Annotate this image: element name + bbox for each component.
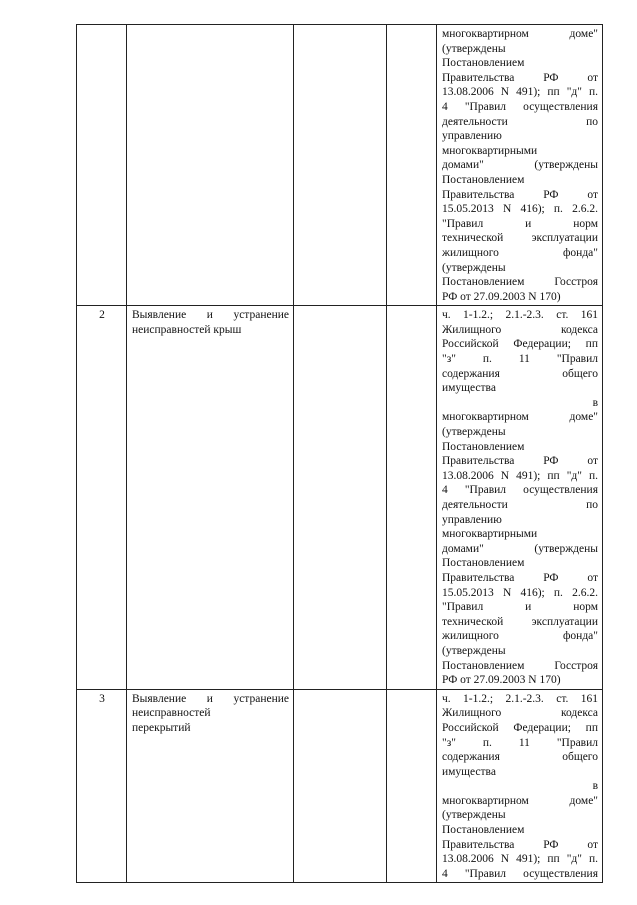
legal-basis-line: Жилищного кодекса — [442, 323, 598, 336]
legal-basis-line: многоквартирном доме" — [442, 794, 598, 807]
legal-basis-line: "з" п. 11 "Правил — [442, 353, 598, 366]
work-title-cell — [127, 689, 294, 883]
legal-basis-line: Постановлением — [442, 173, 525, 186]
legal-basis-line: управлению — [442, 130, 502, 143]
legal-basis-line: (утверждены — [442, 809, 506, 822]
legal-basis-line: имущества — [442, 765, 496, 778]
legal-basis-line: 13.08.2006 N 491); пп "д" п. — [442, 469, 598, 482]
work-title-cell — [127, 306, 294, 689]
legal-basis-line: Постановлением — [442, 440, 525, 453]
legal-basis-line: Российской Федерации; пп — [442, 721, 598, 734]
legal-basis-line: многоквартирными — [442, 528, 538, 541]
works-table — [76, 24, 603, 883]
row-number — [77, 25, 127, 306]
legal-basis-line: Правительства РФ от — [442, 571, 598, 584]
legal-basis-line: жилищного фонда" — [442, 630, 598, 643]
work-title-line: неисправностей крыш — [132, 323, 242, 336]
legal-basis-line: Постановлением Госстроя — [442, 659, 598, 672]
legal-basis-line: управлению — [442, 513, 502, 526]
legal-basis-line: (утверждены — [442, 644, 506, 657]
legal-basis-line: жилищного фонда" — [442, 246, 598, 259]
work-title-line: Выявление и устранение — [132, 692, 289, 705]
legal-basis-line: (утверждены — [442, 42, 506, 55]
legal-basis-cell — [437, 306, 603, 689]
legal-basis-line: 4 "Правил осуществления — [442, 100, 598, 113]
empty-cell — [387, 25, 437, 306]
empty-cell — [294, 306, 387, 689]
legal-basis-line: (утверждены — [442, 426, 506, 439]
legal-basis-line: технической эксплуатации — [442, 232, 598, 245]
legal-basis-line: содержания общего — [442, 367, 598, 380]
legal-basis-line: деятельности по — [442, 499, 598, 511]
legal-basis-line: "Правил и норм — [442, 217, 598, 230]
work-title-line: Выявление и устранение — [132, 309, 289, 322]
legal-basis-line: домами" (утверждены — [442, 542, 598, 555]
legal-basis-line: Российской Федерации; пп — [442, 338, 598, 351]
legal-basis-line: "з" п. 11 "Правил — [442, 736, 598, 749]
legal-basis-line: ч. 1-1.2.; 2.1.-2.3. ст. 161 — [442, 309, 598, 322]
legal-basis-cell — [437, 25, 603, 306]
legal-basis-line: в — [592, 396, 598, 409]
table-row — [77, 25, 603, 306]
work-title-line: перекрытий — [132, 721, 191, 734]
legal-basis-line: Правительства РФ от — [442, 838, 598, 851]
legal-basis-line: имущества — [442, 382, 496, 395]
legal-basis-line: 15.05.2013 N 416); п. 2.6.2. — [442, 203, 598, 216]
legal-basis-line: Постановлением — [442, 557, 525, 570]
legal-basis-line: РФ от 27.09.2003 N 170) — [442, 290, 561, 303]
legal-basis-line: Правительства РФ от — [442, 188, 598, 201]
legal-basis-line: ч. 1-1.2.; 2.1.-2.3. ст. 161 — [442, 692, 598, 705]
legal-basis-line: Жилищного кодекса — [442, 707, 598, 720]
legal-basis-line: РФ от 27.09.2003 N 170) — [442, 674, 561, 687]
table-body — [77, 25, 603, 883]
row-number: 2 — [77, 306, 127, 689]
legal-basis-line: 4 "Правил осуществления — [442, 484, 598, 497]
work-title-cell — [127, 25, 294, 306]
legal-basis-line: Правительства РФ от — [442, 71, 598, 84]
legal-basis-line: содержания общего — [442, 751, 598, 764]
legal-basis-line: 13.08.2006 N 491); пп "д" п. — [442, 86, 598, 99]
legal-basis-line: 15.05.2013 N 416); п. 2.6.2. — [442, 586, 598, 599]
work-title-line: неисправностей — [132, 707, 211, 720]
table-row — [77, 689, 603, 883]
legal-basis-line: (утверждены — [442, 261, 506, 274]
legal-basis-line: Постановлением — [442, 824, 525, 837]
legal-basis-line: 13.08.2006 N 491); пп "д" п. — [442, 853, 598, 866]
legal-basis-line: 4 "Правил осуществления — [442, 867, 598, 880]
table-row — [77, 306, 603, 689]
legal-basis-line: домами" (утверждены — [442, 159, 598, 172]
empty-cell — [294, 689, 387, 883]
empty-cell — [294, 25, 387, 306]
legal-basis-line: Постановлением — [442, 57, 525, 70]
row-number: 3 — [77, 689, 127, 883]
legal-basis-cell — [437, 689, 603, 883]
legal-basis-line: в — [592, 780, 598, 793]
legal-basis-line: многоквартирном доме" — [442, 28, 598, 40]
legal-basis-line: "Правил и норм — [442, 601, 598, 614]
empty-cell — [387, 689, 437, 883]
empty-cell — [387, 306, 437, 689]
legal-basis-line: многоквартирными — [442, 144, 538, 157]
legal-basis-line: Постановлением Госстроя — [442, 276, 598, 289]
legal-basis-line: деятельности по — [442, 115, 598, 128]
legal-basis-line: Правительства РФ от — [442, 455, 598, 468]
legal-basis-line: многоквартирном доме" — [442, 411, 598, 424]
legal-basis-line: технической эксплуатации — [442, 615, 598, 628]
